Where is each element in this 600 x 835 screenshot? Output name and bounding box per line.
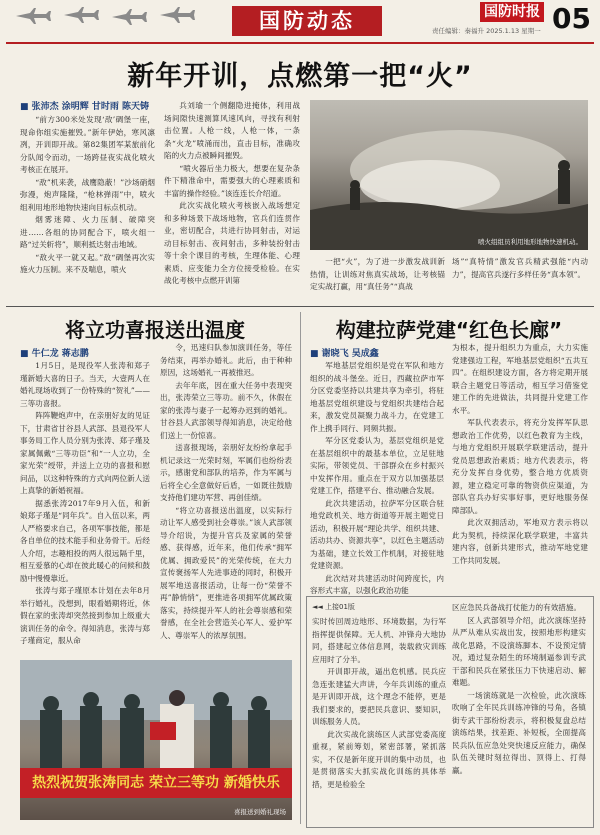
paragraph: 此次共建活动，拉萨军分区联合驻地党政机关、地方街道等开展主题党日活动，积极开展“理论共学、组织共建、活动共办、资源共享”，以红色主题活动为基础，建立长效工作机制，对接驻地党建资源。 [310, 498, 444, 570]
newspaper-logo: 国防时报 [480, 2, 544, 22]
paragraph: 此次双拥活动，军地双方表示将以此为契机，持续深化联学联建，丰富共建内容，创新共建形式，推动军地党建工作共同发展。 [452, 518, 588, 565]
paragraph: 一把“火”，为了进一步激发战训新热情，让训练对焦真实战场，让考核锚定实战打赢，用“真任务”“真战 [310, 257, 445, 291]
photo-caption: 喷火组组员利用地形地物快速机动。 [478, 238, 582, 246]
paragraph: 烟雾迷障、火力压制、破障突进……各组的协同配合下，喷火组一路“过关斩将”，顺利抵达射击地域。 [20, 215, 155, 249]
article1-col4 [452, 256, 588, 304]
page-header [0, 0, 600, 42]
paragraph: 实时传回周边地形、环境数据，为行军指挥提供保障。无人机、冲锋舟大地协同，搭建起立体信息网，装载救灾训练应用时了分半。 [312, 617, 446, 664]
article1-col2 [164, 100, 300, 304]
paragraph: 场”“真特情”激发官兵精武强能“内动力”，提高官兵遂行多样任务“真本领”。 [452, 257, 588, 279]
paragraph: 兵刘瑜一个侧翻隐进掩体，利用战场间隙快速测算风速风向，寻找有利射击位置。人枪一线，人枪一体，一条条“火龙”喷涌而出，直击目标，准确攻陷的火力点被瞬间摧毁。 [164, 101, 300, 160]
section-title: 国防动态 [232, 6, 382, 36]
fighter-jets-graphic [6, 6, 226, 26]
paragraph: 军地基层党组织是党在军队和地方组织的战斗堡垒。近日，西藏拉萨市军分区党委坚持以共建共享为牵引，将驻地基层党组织建设与党组织共建结合起来，激发党员凝聚力战斗力，在党建工作上携手同行、同频共振。 [310, 361, 444, 433]
header-rule [6, 42, 594, 44]
paragraph: 军队代表表示，将充分发挥军队思想政治工作优势，以红色教育为主线，与地方党组织开展联学联建活动，提升党员思想政治素质；地方代表表示，将充分发挥自身优势，整合地方优质资源，建立稳定可靠的物资供应渠道，为部队官兵办好实事好事，更好地服务保障部队。 [452, 418, 588, 515]
continued-label: ◄◄ 上接01版 [312, 603, 355, 611]
paragraph: “喷火器后坐力极大，想要在复杂条件下精准命中，需要强大的心理素质和丰富的操作经验。”该连连长介绍道。 [164, 163, 300, 198]
paragraph: 区应急民兵备战打仗能力的有效措施。 [452, 603, 582, 612]
article3-col1 [310, 360, 444, 595]
article1-headline: 新年开训，点燃第一把“火” [127, 61, 473, 92]
page-number: 05 [552, 2, 591, 35]
article4-col2 [452, 602, 586, 821]
section-divider [6, 306, 594, 307]
article2-headline: 将立功喜报送出温度 [65, 318, 245, 342]
paragraph: 张涛与郑子瑾原本计划在去年8月举行婚礼，没想到，眼看婚期将近，休假在家的张涛却突然接到参加上级重大演训任务的命令。得知消息，张涛与郑子瑾商定，服从命 [20, 586, 150, 645]
paragraph: 1月5日，是现役军人张涛和郑子瑾新婚大喜的日子。当天，大壹两人在婚礼现场收到了一份特殊的“贺礼”——三等功喜报。 [20, 361, 150, 408]
paragraph: 区人武部领导介绍，此次演练坚持从严从难从实战出发，按照地形构建实战化思路，不设演练脚本、不设预定情况，通过复杂陌生的环境制逼参训专武干部和民兵在紧张压力下快速启动、解难题。 [452, 615, 586, 687]
article4-col1 [312, 616, 446, 821]
article1-col3 [310, 256, 445, 304]
article1-byline: ■ 张沛杰 涂明辉 甘时雨 陈天铸 [20, 102, 150, 112]
photo-caption: 喜报送到婚礼现场 [234, 808, 286, 816]
article1-col1 [20, 114, 155, 304]
paragraph: 开训即开战，逼出危机感。民兵应急连张建猛大声讲，今年兵训练的重点是开训即开战，这个理念不能停，更是我们要求的，要把民兵意识、要知识，训练服务人员。 [312, 667, 446, 726]
issue-meta: 责任编辑：秦福升 2025.1.13 星期一 [432, 27, 541, 35]
paragraph: 此次结对共建活动时间跨度长，内容形式丰富，以强化政治功能 [310, 573, 444, 595]
paragraph: 为根本，提升组织力为重点，大力实施党建强边工程，军地基层党组织“五共互四”。在组织建设方面，各方将定期开展联合主题党日等活动，相互学习借鉴党建工作的先进做法，共同提升党建工作水平。 [452, 343, 588, 415]
paragraph: 一场演练就是一次检验，此次演练吹响了全年民兵训练冲锋的号角，各镇街专武干部纷纷表示，将积极复盘总结演练结果，找差距、补短板，全面提高民兵队伍应急处突快速反应能力，确保队伍关键时刻拉得出、顶得上、打得赢。 [452, 690, 586, 775]
column-divider [300, 312, 301, 824]
celebration-banner: 热烈祝贺张涛同志 荣立三等功 新婚快乐 [20, 768, 292, 798]
paragraph: 令，迅速归队参加演训任务，等任务结束，再举办婚礼。此后，由于种种原因，这场婚礼一再被推迟。 [160, 343, 292, 377]
paragraph: 军分区党委认为，基层党组织是党在基层组织中的最基本单位，立足驻地实际，带领党员、干部群众在乡村振兴中发挥作用。重点在于双方以加强基层党建工作，搭建平台、推动融合发展。 [310, 436, 444, 495]
paragraph: 阵阵鞭炮声中，在亲朋好友的见证下，甘肃省甘谷县人武部、县退役军人事务局工作人员分别为张涛、郑子瑾及家属佩戴“三等功臣”和“一人立功，全家光荣”绶带，并送上立功的喜报和慰问品，以这种特殊的方式向两位新人送上真挚的新婚祝福。 [20, 411, 150, 495]
article3-headline: 构建拉萨党建“红色长廊” [335, 318, 563, 342]
paragraph: 据悉张涛2017年9月入伍，和新娘郑子瑾是“同年兵”。自入伍以来，两人严格要求自己，各项军事技能，都是各自单位的技术能手和业务骨干。后经人介绍，志趣相投的两人很远隔千里，相互爱慕的心却在彼此暖心的问候和鼓励中慢慢靠近。 [20, 498, 150, 583]
paragraph: 此次实战化喷火考核嵌入战场想定和多种场景下战场地物，官兵们连贯作业，密切配合，共进行协同射击，对运动目标射击、夜间射击，多种装扮射击等十余个课目的考核，生理体能、心理素质、应变能力全方位接受检验。在实战化考核中点燃开训第 [164, 201, 300, 285]
paragraph: “前方300米处发现‘敌’碉堡一座，现命你组实施摧毁。”新年伊始，寒风凛冽，开训即开战。第82集团军某旅前化分队闻令而动，一场跨昼夜实战化喷火考核正在展开。 [20, 115, 155, 174]
wedding-photo [20, 660, 292, 820]
photo-scene [310, 100, 588, 250]
article2-col1 [20, 360, 150, 652]
article2-byline: ■ 牛仁龙 蒋志鹏 [20, 349, 89, 359]
paragraph: 送喜报现场，亲朋好友纷纷拿起手机记录这一光荣时刻，军属们也纷纷表示，感谢党和部队的培养，作为军属与后将全心全意做好后盾，一如既往鼓励支持他们建功军营、再创佳绩。 [160, 443, 292, 502]
paragraph: 此次实战化演练区人武部党委高度重视，紧前筹划，紧密部署，紧抓落实，不仅是新年度开训的集中动员，也是贯彻落实大抓实战化训练的具体举措，更是检验全 [312, 729, 446, 789]
paragraph: 去年年底，因在重大任务中表现突出，张涛荣立三等功。前不久，休假在家的张涛与妻子一起筹办迟到的婚礼。甘谷县人武部领导得知消息，决定给他们送上一份惊喜。 [160, 380, 292, 440]
article3-col2 [452, 342, 588, 590]
article3-byline: ■ 谢晓飞 吴成鑫 [310, 349, 379, 359]
paragraph: “将立功喜报送出温度，以实际行动让军人感受到社会尊崇。”该人武部领导介绍说，为提升官兵及家属的荣誉感、获得感，近年来，他们传承“拥军优属、拥政爱民”的光荣传统，在大力宣传褒扬军人先进事迹的同时，积极开展军地送喜报活动，让每一份“荣誉不再”静悄悄”，更推进各项拥军优属政策落实，持续提升军人的社会尊崇感和荣誉感，在全社会营造关心军人、爱护军人、尊崇军人的浓厚氛围。 [160, 505, 292, 640]
paragraph: “敌”机来袭，战鹰隐蔽！”沙场硝烟弥漫，炮声隆隆，“枪林弹雨”中，喷火组利用地形地物快速向目标点机动。 [20, 177, 155, 212]
paragraph: “敌火平一就又起。”敌“碉堡再次实施火力压制。来不及喘息，喷火 [20, 252, 155, 274]
flamethrower-photo [310, 100, 588, 250]
article2-col2 [160, 342, 292, 652]
